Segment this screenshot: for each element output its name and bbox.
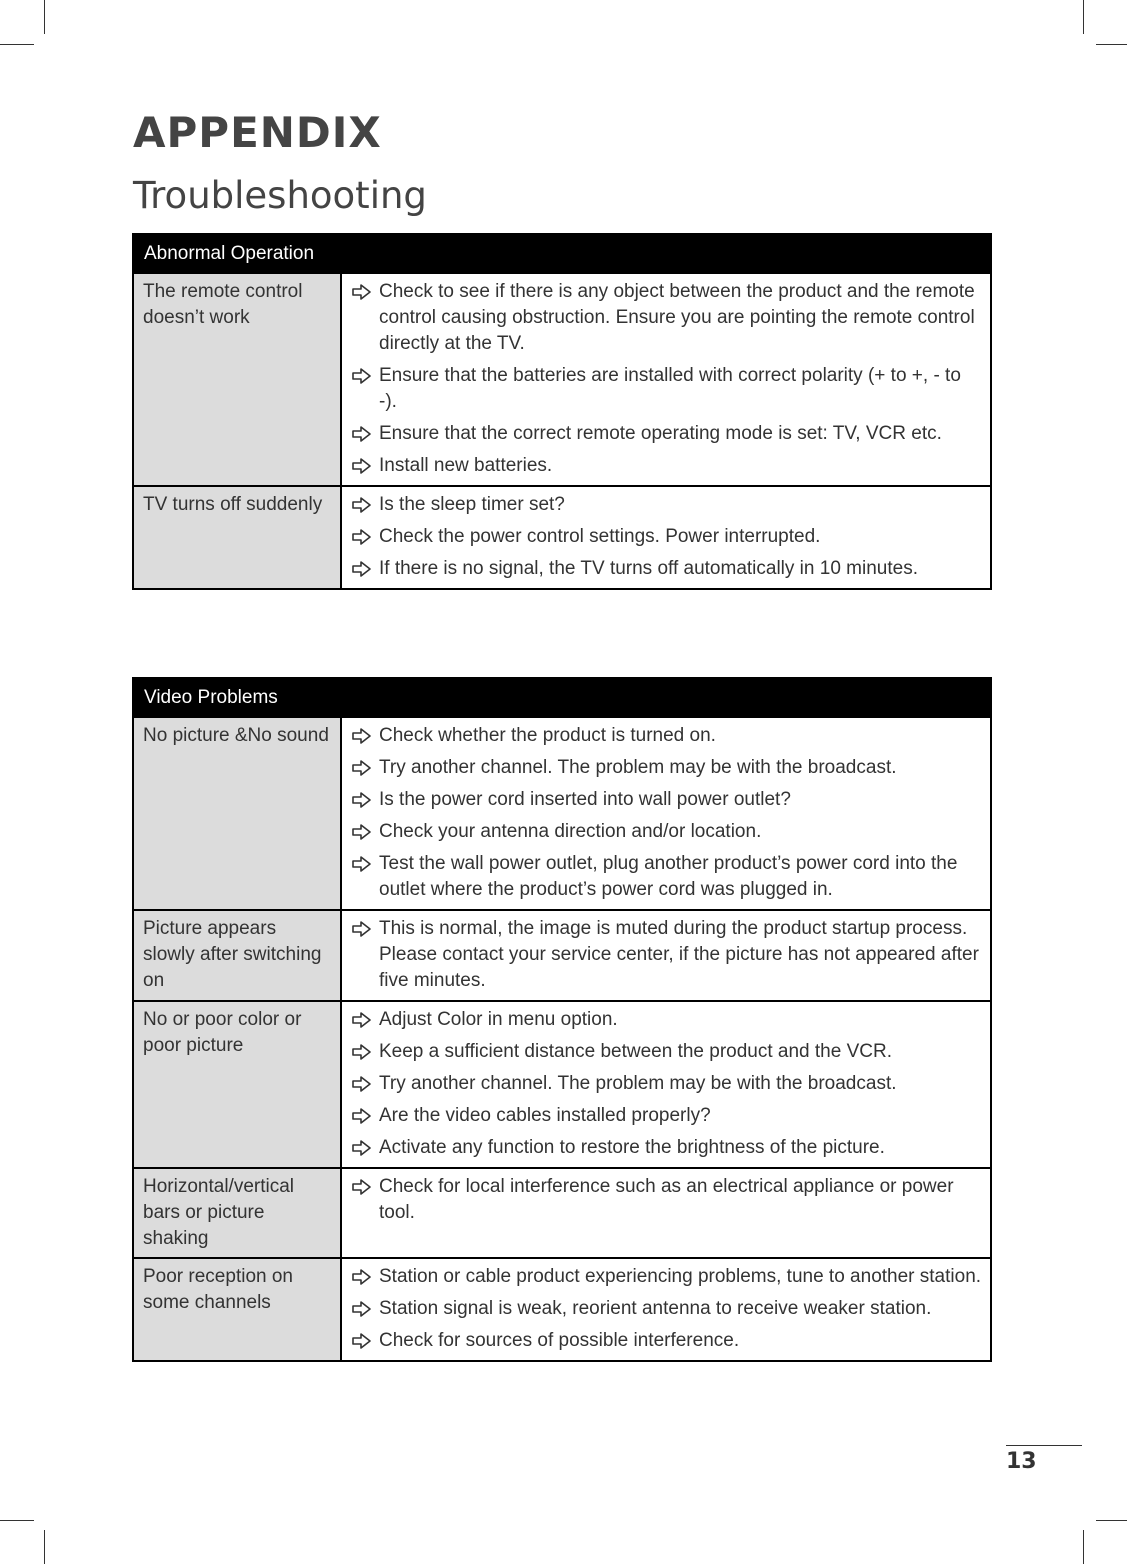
solution-text: Check to see if there is any object between the product and the remote control causing obstruction. Ensure you are pointing the remote control directly at the TV. bbox=[379, 281, 975, 354]
table-header: Abnormal Operation bbox=[133, 234, 991, 273]
solution-item bbox=[351, 1296, 984, 1322]
solution-text: Try another channel. The problem may be with the broadcast. bbox=[379, 1073, 897, 1094]
solution-item bbox=[351, 453, 984, 479]
problem-cell: No or poor color or poor picture bbox=[133, 1001, 341, 1168]
solution-item bbox=[351, 421, 984, 447]
solution-cell bbox=[341, 1001, 991, 1168]
table-row bbox=[133, 910, 991, 1001]
arrow-right-icon bbox=[351, 920, 373, 938]
problem-cell: Horizontal/vertical bars or picture shaking bbox=[133, 1168, 341, 1258]
page-number-rule bbox=[1006, 1445, 1082, 1446]
crop-mark bbox=[1083, 1530, 1084, 1564]
arrow-right-icon bbox=[351, 791, 373, 809]
problem-cell: TV turns off suddenly bbox=[133, 486, 341, 589]
solution-item bbox=[351, 723, 984, 749]
solution-text: This is normal, the image is muted during the product startup process. Please contact your service center, if the picture has not appeared after five minutes. bbox=[379, 918, 979, 991]
arrow-right-icon bbox=[351, 759, 373, 777]
solution-item bbox=[351, 524, 984, 550]
solution-text: Is the power cord inserted into wall power outlet? bbox=[379, 789, 791, 810]
arrow-right-icon bbox=[351, 1300, 373, 1318]
solution-cell bbox=[341, 1258, 991, 1361]
page-number: 13 bbox=[1006, 1449, 1037, 1474]
solution-item bbox=[351, 819, 984, 845]
page-subheading: Troubleshooting bbox=[133, 174, 427, 217]
solution-text: Activate any function to restore the brightness of the picture. bbox=[379, 1137, 885, 1158]
solution-cell bbox=[341, 717, 991, 910]
solution-text: Ensure that the correct remote operating mode is set: TV, VCR etc. bbox=[379, 423, 942, 444]
arrow-right-icon bbox=[351, 496, 373, 514]
video-problems-table bbox=[132, 677, 992, 1362]
solution-item bbox=[351, 755, 984, 781]
solution-item bbox=[351, 556, 984, 582]
abnormal-operation-table bbox=[132, 233, 992, 590]
solution-text: Station or cable product experiencing problems, tune to another station. bbox=[379, 1266, 982, 1287]
arrow-right-icon bbox=[351, 823, 373, 841]
solution-text: Station signal is weak, reorient antenna to receive weaker station. bbox=[379, 1298, 932, 1319]
crop-mark bbox=[1096, 1520, 1127, 1521]
page-heading: APPENDIX bbox=[133, 108, 382, 157]
solution-item bbox=[351, 1103, 984, 1129]
solution-text: Check for local interference such as an electrical appliance or power tool. bbox=[379, 1176, 954, 1223]
crop-mark bbox=[0, 44, 34, 45]
solution-text: Are the video cables installed properly? bbox=[379, 1105, 711, 1126]
solution-item bbox=[351, 1071, 984, 1097]
arrow-right-icon bbox=[351, 1332, 373, 1350]
solution-item bbox=[351, 1264, 984, 1290]
arrow-right-icon bbox=[351, 1178, 373, 1196]
solution-text: Check whether the product is turned on. bbox=[379, 725, 716, 746]
solution-text: Check the power control settings. Power interrupted. bbox=[379, 526, 821, 547]
table-header-row bbox=[133, 234, 991, 273]
crop-mark bbox=[44, 0, 45, 34]
arrow-right-icon bbox=[351, 367, 373, 385]
arrow-right-icon bbox=[351, 560, 373, 578]
solution-item bbox=[351, 279, 984, 357]
solution-text: Check for sources of possible interference. bbox=[379, 1330, 740, 1351]
solution-text: Adjust Color in menu option. bbox=[379, 1009, 618, 1030]
arrow-right-icon bbox=[351, 1139, 373, 1157]
arrow-right-icon bbox=[351, 1011, 373, 1029]
crop-mark bbox=[44, 1530, 45, 1564]
solution-text: Ensure that the batteries are installed with correct polarity (+ to +, - to -). bbox=[379, 365, 961, 412]
arrow-right-icon bbox=[351, 283, 373, 301]
crop-mark bbox=[0, 1520, 34, 1521]
solution-cell bbox=[341, 910, 991, 1001]
solution-item bbox=[351, 787, 984, 813]
solution-cell bbox=[341, 486, 991, 589]
solution-text: Test the wall power outlet, plug another product’s power cord into the outlet where the product’s power cord was plugged in. bbox=[379, 853, 958, 900]
arrow-right-icon bbox=[351, 1268, 373, 1286]
solution-text: If there is no signal, the TV turns off automatically in 10 minutes. bbox=[379, 558, 918, 579]
table-row bbox=[133, 1001, 991, 1168]
solution-text: Try another channel. The problem may be with the broadcast. bbox=[379, 757, 897, 778]
solution-item bbox=[351, 1007, 984, 1033]
arrow-right-icon bbox=[351, 1107, 373, 1125]
problem-cell: No picture &No sound bbox=[133, 717, 341, 910]
arrow-right-icon bbox=[351, 457, 373, 475]
solution-item bbox=[351, 363, 984, 415]
solution-text: Check your antenna direction and/or location. bbox=[379, 821, 762, 842]
arrow-right-icon bbox=[351, 1043, 373, 1061]
table-header-row bbox=[133, 678, 991, 717]
solution-item bbox=[351, 851, 984, 903]
table-row bbox=[133, 717, 991, 910]
solution-cell bbox=[341, 1168, 991, 1258]
crop-mark bbox=[1096, 44, 1127, 45]
solution-text: Install new batteries. bbox=[379, 455, 553, 476]
solution-item bbox=[351, 1135, 984, 1161]
solution-text: Keep a sufficient distance between the product and the VCR. bbox=[379, 1041, 892, 1062]
table-row bbox=[133, 1258, 991, 1361]
crop-mark bbox=[1083, 0, 1084, 34]
arrow-right-icon bbox=[351, 855, 373, 873]
solution-text: Is the sleep timer set? bbox=[379, 494, 565, 515]
table-header: Video Problems bbox=[133, 678, 991, 717]
solution-cell bbox=[341, 273, 991, 486]
arrow-right-icon bbox=[351, 1075, 373, 1093]
problem-cell: The remote control doesn’t work bbox=[133, 273, 341, 486]
arrow-right-icon bbox=[351, 528, 373, 546]
solution-item bbox=[351, 1174, 984, 1226]
solution-item bbox=[351, 916, 984, 994]
table-row bbox=[133, 1168, 991, 1258]
table-row bbox=[133, 273, 991, 486]
problem-cell: Picture appears slowly after switching on bbox=[133, 910, 341, 1001]
table-row bbox=[133, 486, 991, 589]
problem-cell: Poor reception on some channels bbox=[133, 1258, 341, 1361]
solution-item bbox=[351, 492, 984, 518]
solution-item bbox=[351, 1039, 984, 1065]
arrow-right-icon bbox=[351, 425, 373, 443]
arrow-right-icon bbox=[351, 727, 373, 745]
solution-item bbox=[351, 1328, 984, 1354]
